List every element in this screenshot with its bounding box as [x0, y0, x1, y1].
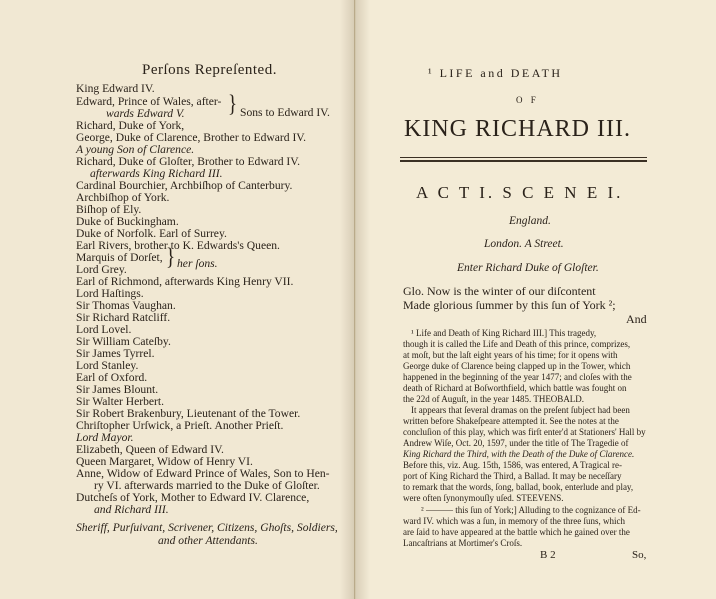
character-line: George, Duke of Clarence, Brother to Edward IV.	[76, 131, 307, 144]
character-line: Sheriff, Purſuivant, Scrivener, Citizens, Ghoſts, Soldiers,	[76, 521, 338, 534]
character-line: Lord Haſtings.	[76, 287, 144, 300]
footnote-line: written before Shakeſpeare attempted it. See the notes at the	[403, 416, 619, 426]
character-group-label: Sons to Edward IV.	[240, 106, 330, 119]
footnote-line: Lancaſtrians at Mortimer's Croſs.	[403, 538, 523, 548]
footnote-line: the 22d of Auguſt, in the year 1485. THEOBALD.	[403, 394, 585, 404]
footnote-line: happened in the beginning of the year 1477; and cloſes with the	[403, 372, 632, 382]
catchword: So,	[632, 549, 647, 561]
footnote-line: George duke of Clarence being clapped up in the Tower, which	[403, 361, 631, 371]
signature-mark: B 2	[540, 549, 556, 561]
character-line: A young Son of Clarence.	[76, 143, 195, 156]
brace-glyph: }	[228, 91, 238, 118]
footnote-line: are ſaid to have appeared at the battle which he gained over the	[403, 527, 630, 537]
character-line: Earl Rivers, brother to K. Edwards's Queen.	[76, 239, 280, 252]
left-page	[0, 0, 355, 599]
character-line: Sir James Blount.	[76, 383, 159, 396]
character-line: Sir Richard Ratcliff.	[76, 311, 171, 324]
footnote-line: ¹ Life and Death of King Richard III.] This tragedy,	[411, 328, 597, 338]
footnote-line: King Richard the Third, with the Death of the Duke of Clarence.	[403, 449, 635, 459]
character-line: Chriſtopher Urſwick, a Prieſt. Another Prieſt.	[76, 419, 284, 432]
character-line: Elizabeth, Queen of Edward IV.	[76, 443, 224, 456]
footnote-line: ² ——— this ſun of York;] Alluding to the cognizance of Ed-	[421, 505, 641, 515]
title-life-and-death: ¹ LIFE and DEATH	[428, 66, 563, 80]
place-london: London. A Street.	[484, 238, 564, 250]
character-line: Cardinal Bourchier, Archbiſhop of Canterbury.	[76, 179, 293, 192]
title-rule	[400, 157, 647, 158]
character-line: Sir James Tyrrel.	[76, 347, 155, 360]
character-line: Sir Robert Brakenbury, Lieutenant of the Tower.	[76, 407, 301, 420]
character-line: Edward, Prince of Wales, after-	[76, 95, 222, 108]
character-line: Lord Mayor.	[76, 431, 134, 444]
character-line: Lord Lovel.	[76, 323, 132, 336]
footnote-line: port of King Richard the Third, a Ballad. It may be neceſſary	[403, 471, 622, 481]
footnote-line: death of Richard at Boſworthfield, which battle was fought on	[403, 383, 627, 393]
footnote-line: ward IV. which was a ſun, in memory of the three ſuns, which	[403, 516, 626, 526]
stage-direction: Enter Richard Duke of Gloſter.	[457, 262, 599, 274]
act-heading: A C T I. S C E N E I.	[416, 183, 624, 202]
brace-glyph: }	[166, 244, 176, 271]
character-line: Dutcheſs of York, Mother to Edward IV. Clarence,	[76, 491, 310, 504]
character-line: King Edward IV.	[76, 82, 155, 95]
footnote-line: to remark that the words, ſong, ballad, book, enterlude and play,	[403, 482, 634, 492]
character-line: Richard, Duke of York,	[76, 119, 185, 132]
footnote-line: at moſt, but the laſt eight years of his time; for it opens with	[403, 350, 618, 360]
character-line: Lord Grey.	[76, 263, 127, 276]
character-line: Queen Margaret, Widow of Henry VI.	[76, 455, 253, 468]
catchword: And	[626, 312, 647, 326]
character-line: and other Attendants.	[158, 534, 258, 547]
character-line: ry VI. afterwards married to the Duke of Gloſter.	[94, 479, 320, 492]
verse-line: Glo. Now is the winter of our diſcontent	[403, 284, 596, 298]
footnote-line: Andrew Wiſe, Oct. 20, 1597, under the title of The Tragedie of	[403, 438, 629, 448]
character-line: Marquis of Dorſet,	[76, 251, 163, 264]
footnote-line: Before this, viz. Aug. 15th, 1586, was entered, A Tragical re-	[403, 460, 622, 470]
character-line: Anne, Widow of Edward Prince of Wales, Son to Hen-	[76, 467, 330, 480]
persons-heading: Perſons Repreſented.	[142, 62, 277, 78]
title-king-richard: KING RICHARD III.	[404, 116, 631, 142]
character-line: Earl of Oxford.	[76, 371, 148, 384]
footnote-line: It appears that ſeveral dramas on the preſent ſubject had been	[411, 405, 630, 415]
character-line: wards Edward V.	[106, 107, 185, 120]
character-line: Archbiſhop of York.	[76, 191, 170, 204]
character-line: afterwards King Richard III.	[90, 167, 223, 180]
character-line: Earl of Richmond, afterwards King Henry VII.	[76, 275, 294, 288]
character-line: Sir William Cateſby.	[76, 335, 171, 348]
footnote-line: concluſion of this play, which was firſt enter'd at Stationers' Hall by	[403, 427, 646, 437]
character-line: Sir Thomas Vaughan.	[76, 299, 176, 312]
character-line: Duke of Buckingham.	[76, 215, 179, 228]
character-line: Sir Walter Herbert.	[76, 395, 165, 408]
character-line: Duke of Norfolk. Earl of Surrey.	[76, 227, 227, 240]
character-line: Biſhop of Ely.	[76, 203, 142, 216]
footnote-line: though it is called the Life and Death of this prince, comprizes,	[403, 339, 631, 349]
verse-line: Made glorious ſummer by this ſun of York ²;	[403, 298, 616, 312]
footnote-line: were often ſynonymouſly uſed. STEEVENS.	[403, 493, 564, 503]
title-of: O F	[516, 95, 539, 105]
character-line: Lord Stanley.	[76, 359, 139, 372]
character-group-label: her ſons.	[177, 257, 218, 270]
title-rule-thick	[400, 160, 647, 162]
place-england: England.	[509, 215, 551, 227]
character-line: Richard, Duke of Gloſter, Brother to Edward IV.	[76, 155, 301, 168]
character-line: and Richard III.	[94, 503, 169, 516]
